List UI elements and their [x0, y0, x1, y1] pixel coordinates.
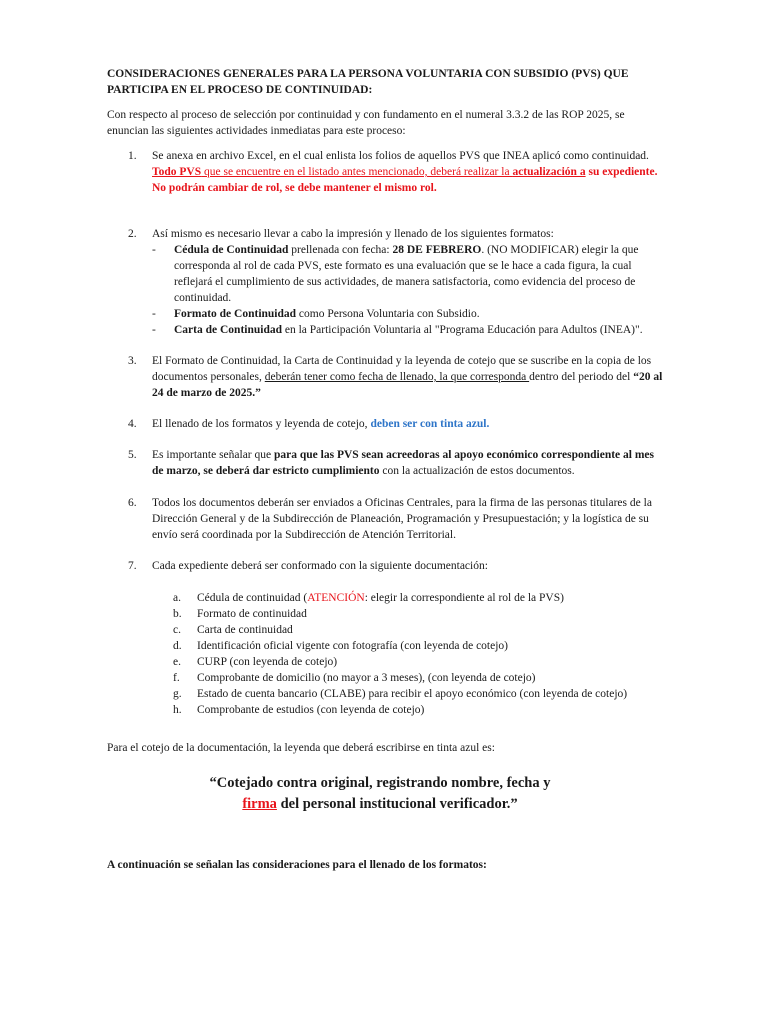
item-1-text: Se anexa en archivo Excel, en el cual enlista los folios de aquellos PVS que INEA aplicó como continuidad.: [152, 150, 649, 162]
bullet-cedula-rest: . (NO MODIFICAR) elegir la que corresponda al rol de cada PVS, este formato es una evaluación que se le hace a cada figura, la cual reflejará el cumplimiento de sus actividades, de manera satisfactoria, como evidencia del proceso de continuidad.: [174, 244, 639, 304]
bullet-carta: [152, 322, 664, 338]
item-3-period: “20 al 24 de marzo de 2025.”: [152, 371, 663, 399]
tinta-azul-text: deben ser con tinta azul.: [370, 418, 490, 430]
document-item: [173, 702, 653, 718]
document-item: [173, 590, 653, 606]
document-item: [173, 638, 653, 654]
cotejo-intro: Para el cotejo de la documentación, la leyenda que deberá escribirse en tinta azul es:: [107, 742, 495, 754]
item-number: 3.: [128, 355, 137, 367]
document-text: Carta de continuidad: [197, 624, 293, 636]
item-3-body: [152, 353, 664, 401]
item-6-text: Todos los documentos deberán ser enviados a Oficinas Centrales, para la firma de las personas titulares de la Dirección General y de la Subdirección de Planeación, Programación y Presupuestación; y la logística de su envío será coordinada por la Subdirección de Atención Territorial.: [152, 497, 652, 541]
bullet-dash: -: [152, 308, 156, 320]
document-letter: g.: [173, 688, 182, 700]
bullet-formato-rest: como Persona Voluntaria con Subsidio.: [296, 308, 480, 320]
item-5-post: con la actualización de estos documentos.: [379, 465, 575, 477]
document-text: Estado de cuenta bancario (CLABE) para recibir el apoyo económico (con leyenda de cotejo): [197, 688, 628, 700]
no-cambiar-rol-text: No podrán cambiar de rol, se debe mantener el mismo rol.: [152, 182, 437, 194]
quote-line-2: [160, 794, 600, 815]
document-item: [173, 670, 653, 686]
document-text: Identificación oficial vigente con fotografía (con leyenda de cotejo): [197, 640, 508, 652]
item-5-body: [152, 447, 664, 479]
bullet-dash: -: [152, 244, 156, 256]
item-2-body: [152, 226, 664, 338]
item-5-bold: para que las PVS sean acreedoras al apoyo económico correspondiente al mes de marzo, se deberá dar estricto cumplimiento: [152, 449, 655, 477]
item-number: 6.: [128, 497, 137, 509]
item-5-text: Es importante señalar que: [152, 449, 274, 461]
actualizacion-text: actualización a: [512, 166, 586, 178]
document-text: Comprobante de estudios (con leyenda de cotejo): [197, 704, 425, 716]
document-item: [173, 654, 653, 670]
document-letter: h.: [173, 704, 182, 716]
item-1-body: [152, 148, 664, 196]
item-3-underlined: deberán tener como fecha de llenado, la que corresponda: [264, 371, 530, 383]
document-letter: e.: [173, 656, 181, 668]
bullet-dash: -: [152, 324, 156, 336]
item-number: 4.: [128, 418, 137, 430]
item-4-body: [152, 416, 664, 432]
expediente-text: su expediente.: [585, 166, 658, 178]
item-number: 5.: [128, 449, 137, 461]
document-item: [173, 622, 653, 638]
item-2-lead: Así mismo es necesario llevar a cabo la impresión y llenado de los siguientes formatos:: [152, 228, 554, 240]
document-title: CONSIDERACIONES GENERALES PARA LA PERSONA VOLUNTARIA CON SUBSIDIO (PVS) QUE PARTICIPA EN EL PROCESO DE CONTINUIDAD:: [107, 68, 629, 96]
bullet-cedula-title: Cédula de Continuidad: [174, 244, 289, 256]
quote-line-1: “Cotejado contra original, registrando nombre, fecha y: [209, 775, 551, 791]
document-item: [173, 686, 653, 702]
document-letter: b.: [173, 608, 182, 620]
quote-line-2-rest: del personal institucional verificador.”: [276, 796, 518, 812]
document-text: CURP (con leyenda de cotejo): [197, 656, 338, 668]
bullet-carta-rest: en la Participación Voluntaria al "Programa Educación para Adultos (INEA)".: [282, 324, 643, 336]
firma-word: firma: [242, 796, 277, 812]
bullet-formato-title: Formato de Continuidad: [174, 308, 297, 320]
bullet-cedula: [152, 242, 664, 306]
intro-paragraph: Con respecto al proceso de selección por continuidad y con fundamento en el numeral 3.3.2 de las ROP 2025, se enuncian las siguientes actividades inmediatas para este proceso:: [107, 109, 625, 137]
item-4-text: El llenado de los formatos y leyenda de cotejo,: [152, 418, 371, 430]
document-letter: d.: [173, 640, 182, 652]
bullet-cedula-date: 28 DE FEBRERO: [392, 244, 482, 256]
document-letter: c.: [173, 624, 181, 636]
document-text: Comprobante de domicilio (no mayor a 3 meses), (con leyenda de cotejo): [197, 672, 536, 684]
item-number: 2.: [128, 228, 137, 240]
item-7-text: Cada expediente deberá ser conformado con la siguiente documentación:: [152, 560, 488, 572]
bullet-carta-title: Carta de Continuidad: [174, 324, 282, 336]
cotejo-quote: [160, 773, 600, 815]
item-3-post: dentro del periodo del: [529, 371, 634, 383]
atencion-text: ATENCIÓN: [307, 592, 365, 604]
item-number: 1.: [128, 150, 137, 162]
listado-text: que se encuentre en el listado antes mencionado, deberá realizar la: [201, 166, 513, 178]
todo-pvs-text: Todo PVS: [152, 166, 202, 178]
document-letter: f.: [173, 672, 180, 684]
document-text: Cédula de continuidad (: [197, 592, 308, 604]
item-3-text: El Formato de Continuidad, la Carta de Continuidad y la leyenda de cotejo que se suscribe en la copia de los documentos personales,: [152, 355, 652, 383]
final-heading: A continuación se señalan las consideraciones para el llenado de los formatos:: [107, 859, 487, 871]
bullet-cedula-mid: prellenada con fecha:: [288, 244, 393, 256]
item-number: 7.: [128, 560, 137, 572]
document-text: Formato de continuidad: [197, 608, 307, 620]
document-text-post: : elegir la correspondiente al rol de la PVS): [364, 592, 564, 604]
bullet-formato: [152, 306, 664, 322]
document-letter: a.: [173, 592, 181, 604]
documents-list: [173, 590, 653, 718]
document-item: [173, 606, 653, 622]
